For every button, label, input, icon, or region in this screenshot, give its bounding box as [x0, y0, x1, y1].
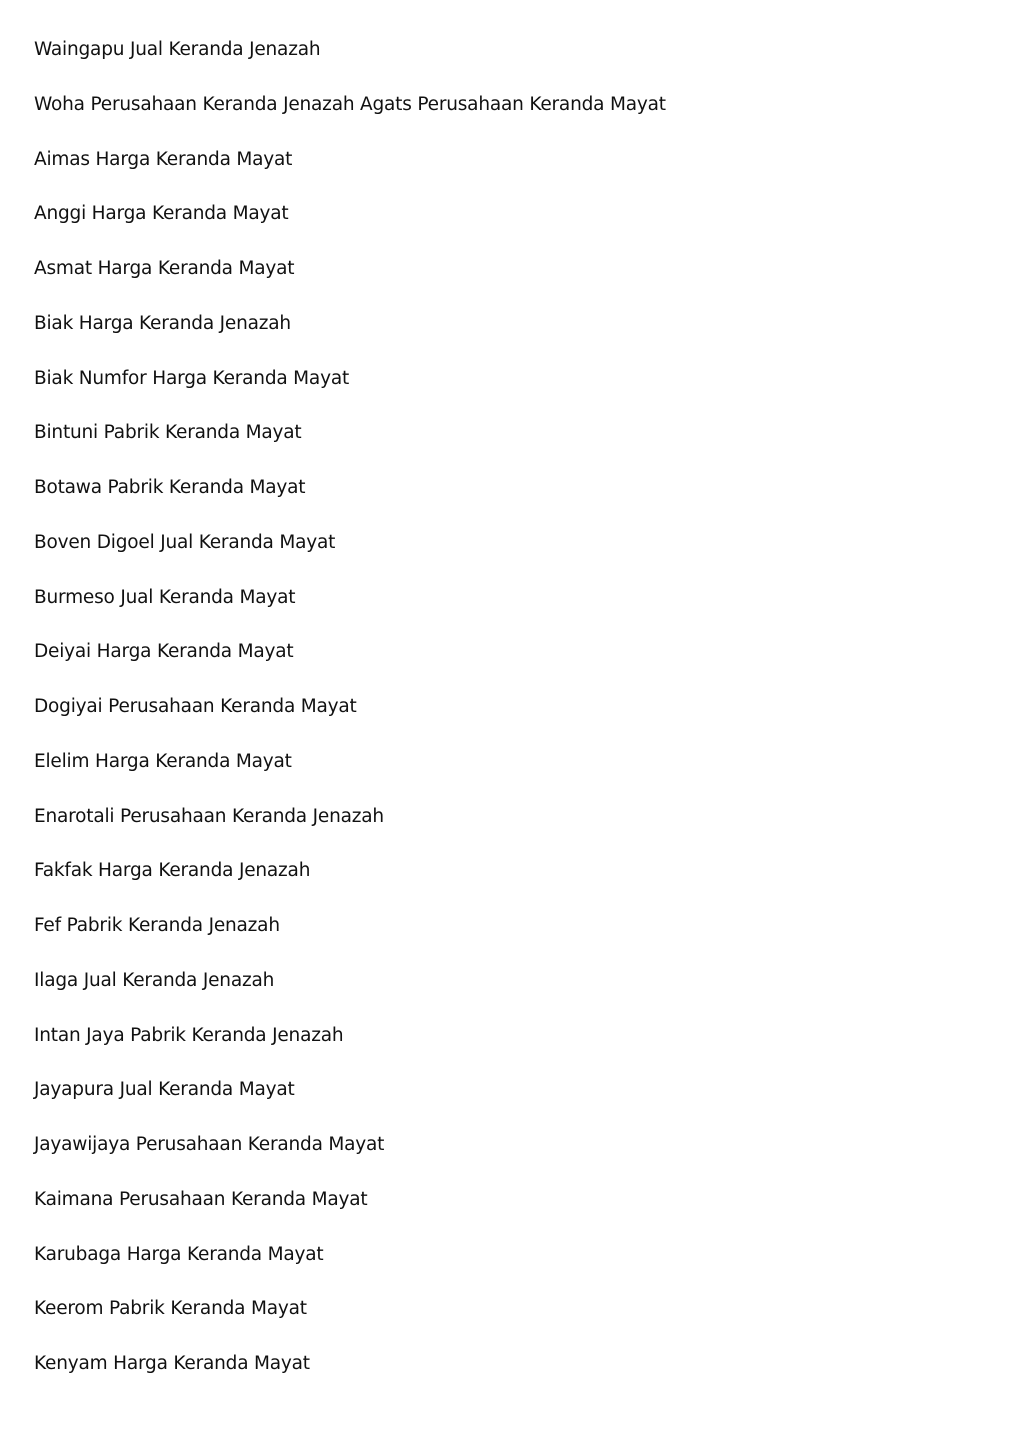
text-line: Biak Harga Keranda Jenazah [34, 312, 291, 334]
text-line: Woha Perusahaan Keranda Jenazah Agats Perusahaan Keranda Mayat [34, 93, 666, 115]
text-line: Biak Numfor Harga Keranda Mayat [34, 367, 350, 389]
text-line: Jayawijaya Perusahaan Keranda Mayat [34, 1134, 385, 1155]
text-line: Deiyai Harga Keranda Mayat [34, 641, 294, 663]
text-line: Keerom Pabrik Keranda Mayat [34, 1298, 307, 1320]
text-line: Bintuni Pabrik Keranda Mayat [34, 422, 302, 444]
text-line: Anggi Harga Keranda Mayat [34, 203, 289, 225]
text-line: Ilaga Jual Keranda Jenazah [34, 969, 275, 991]
text-line: Fef Pabrik Keranda Jenazah [34, 915, 280, 936]
text-line: Kaimana Perusahaan Keranda Mayat [34, 1188, 368, 1210]
text-line: Fakfak Harga Keranda Jenazah [34, 860, 311, 882]
text-line: Enarotali Perusahaan Keranda Jenazah [34, 805, 384, 827]
text-line: Boven Digoel Jual Keranda Mayat [34, 531, 336, 553]
text-line: Karubaga Harga Keranda Mayat [34, 1243, 324, 1265]
text-line: Intan Jaya Pabrik Keranda Jenazah [34, 1024, 344, 1046]
text-line: Jayapura Jual Keranda Mayat [34, 1079, 295, 1101]
text-line: Aimas Harga Keranda Mayat [34, 148, 293, 170]
text-line: Asmat Harga Keranda Mayat [34, 258, 295, 279]
text-line-list [34, 36, 666, 1405]
text-line: Kenyam Harga Keranda Mayat [34, 1353, 310, 1374]
text-line: Dogiyai Perusahaan Keranda Mayat [34, 696, 357, 717]
text-line: Elelim Harga Keranda Mayat [34, 750, 292, 772]
text-line: Burmeso Jual Keranda Mayat [34, 586, 296, 608]
text-line: Waingapu Jual Keranda Jenazah [34, 39, 321, 60]
text-line: Botawa Pabrik Keranda Mayat [34, 477, 306, 498]
